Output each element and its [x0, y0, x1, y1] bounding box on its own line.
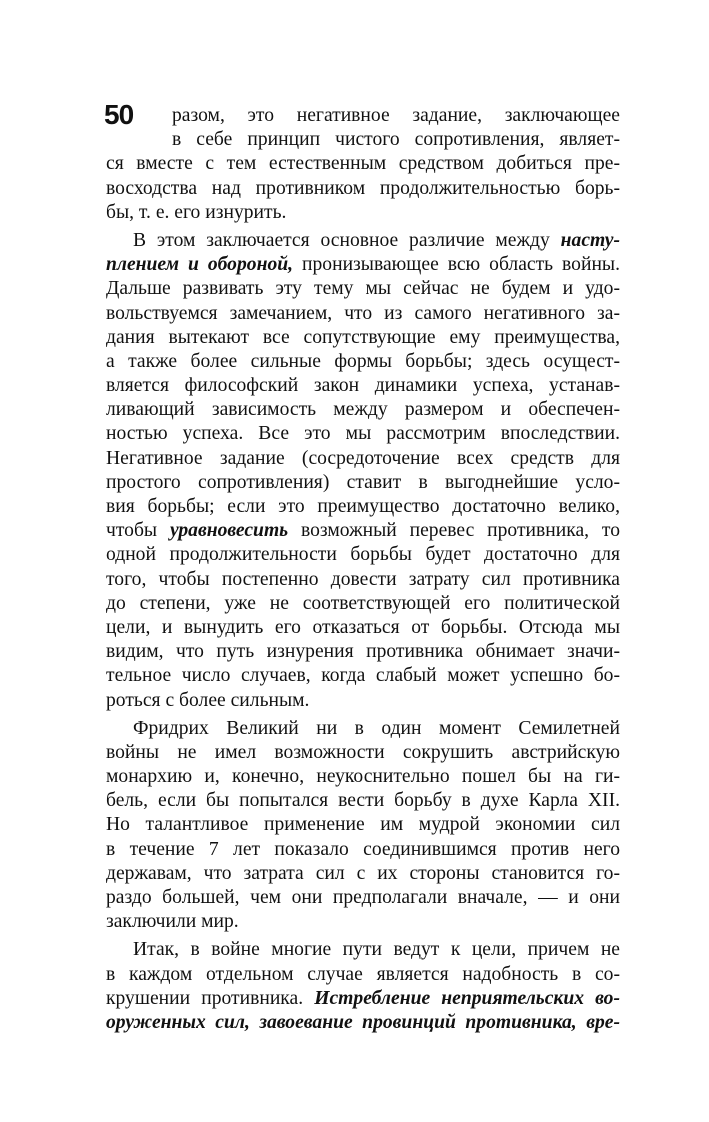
- text-run: ся вместе с тем естественным средством добиться пре-: [106, 153, 620, 175]
- text-line: [106, 664, 620, 688]
- text-run: восходства над противником продолжительностью борь-: [106, 177, 620, 199]
- emphasized-text: уравновесить: [169, 520, 289, 542]
- text-line: [106, 519, 620, 543]
- text-run: пронизывающее всю область войны.: [293, 254, 620, 276]
- text-run: а также более сильные формы борьбы; здесь осущест-: [106, 350, 620, 372]
- text-run: заключили мир.: [106, 911, 239, 933]
- emphasized-text: плением и обороной,: [106, 254, 294, 276]
- text-run: цели, и вынудить его отказаться от борьбы. Отсюда мы: [106, 616, 620, 638]
- text-line: [106, 789, 620, 813]
- text-run: разом, это негативное задание, заключающее: [172, 105, 620, 126]
- text-run: простого сопротивления) ставит в выгоднейшие усло-: [106, 471, 620, 493]
- text-line: [106, 128, 620, 152]
- text-run: ностью успеха. Все это мы рассмотрим впоследствии.: [106, 423, 620, 445]
- text-run: того, чтобы постепенно довести затрату сил противника: [106, 568, 620, 590]
- text-line: [106, 543, 620, 567]
- text-line: [106, 640, 620, 664]
- text-run: бы, т. е. его изнурить.: [106, 201, 287, 223]
- emphasized-text: оруженных сил, завоевание провинций противника, вре-: [106, 1011, 620, 1033]
- text-line: [106, 910, 620, 934]
- text-line: [106, 1011, 620, 1035]
- text-line: [106, 886, 620, 910]
- text-run: до степени, уже не соответствующей его политической: [106, 592, 620, 614]
- text-line: [106, 229, 620, 253]
- text-run: тельное число случаев, когда слабый может успешно бо-: [106, 665, 620, 687]
- text-line: [106, 152, 620, 176]
- text-line: [106, 838, 620, 862]
- text-line: [106, 938, 620, 962]
- text-line: [106, 422, 620, 446]
- text-line: [106, 447, 620, 471]
- text-run: раздо большей, чем они предполагали вначале, — и они: [106, 887, 620, 908]
- text-run: Но талантливое применение им мудрой экономии сил: [106, 814, 620, 836]
- text-run: Итак, в войне многие пути ведут к цели, причем не: [133, 939, 620, 961]
- text-line: [106, 717, 620, 741]
- paragraph: [106, 229, 620, 713]
- text-run: в себе принцип чистого сопротивления, являет-: [172, 129, 620, 151]
- text-line: [106, 398, 620, 422]
- text-run: возможный перевес противника, то: [288, 520, 620, 542]
- text-line: [106, 471, 620, 495]
- text-line: [106, 326, 620, 350]
- text-line: [106, 592, 620, 616]
- paragraph: [106, 104, 620, 225]
- text-line: [106, 616, 620, 640]
- text-line: [106, 350, 620, 374]
- text-line: [106, 277, 620, 301]
- text-run: дания вытекают все сопутствующие ему преимущества,: [106, 326, 620, 348]
- text-line: [106, 765, 620, 789]
- text-line: [106, 201, 620, 225]
- paragraph: [106, 938, 620, 1035]
- text-line: [106, 813, 620, 837]
- text-run: бель, если бы попытался вести борьбу в духе Карла XII.: [106, 790, 620, 812]
- text-run: В этом заключается основное различие между: [133, 229, 561, 251]
- text-line: [106, 177, 620, 201]
- text-run: вляется философский закон динамики успеха, устанав-: [106, 375, 620, 397]
- emphasized-text: Истребление неприятельских во-: [314, 987, 620, 1009]
- page-number: 50: [104, 99, 134, 130]
- text-run: видим, что путь изнурения противника обнимает значи-: [106, 641, 620, 663]
- text-run: монархию и, конечно, неукоснительно пошел бы на ги-: [106, 766, 620, 788]
- text-line: [106, 302, 620, 326]
- text-line: [106, 689, 620, 713]
- text-line: [106, 374, 620, 398]
- emphasized-text: насту-: [560, 229, 620, 251]
- text-run: в каждом отдельном случае является надобность в со-: [106, 963, 620, 985]
- text-line: [106, 741, 620, 765]
- text-run: Фридрих Великий ни в один момент Семилетней: [133, 717, 620, 739]
- text-run: вия борьбы; если это преимущество достаточно велико,: [106, 496, 620, 517]
- text-run: роться с более сильным.: [106, 689, 310, 711]
- text-run: вольствуемся замечанием, что из самого негативного за-: [106, 302, 620, 324]
- text-run: ливающий зависимость между размером и обеспечен-: [106, 399, 620, 421]
- text-run: чтобы: [106, 520, 170, 542]
- body-text: [106, 104, 620, 1035]
- text-line: [106, 495, 620, 519]
- text-line: [106, 862, 620, 886]
- text-line: [106, 987, 620, 1011]
- text-line: [106, 253, 620, 277]
- paragraph: [106, 717, 620, 935]
- text-run: одной продолжительности борьбы будет достаточно для: [106, 544, 620, 566]
- text-line: [106, 104, 620, 128]
- text-run: войны не имел возможности сокрушить австрийскую: [106, 741, 620, 763]
- text-run: державам, что затрата сил с их стороны становится го-: [106, 862, 620, 884]
- text-run: в течение 7 лет показало соединившимся против него: [106, 838, 620, 860]
- text-run: Негативное задание (сосредоточение всех средств для: [106, 447, 620, 469]
- text-run: крушении противника.: [106, 987, 315, 1009]
- text-line: [106, 963, 620, 987]
- text-run: Дальше развивать эту тему мы сейчас не будем и удо-: [106, 278, 620, 300]
- text-line: [106, 568, 620, 592]
